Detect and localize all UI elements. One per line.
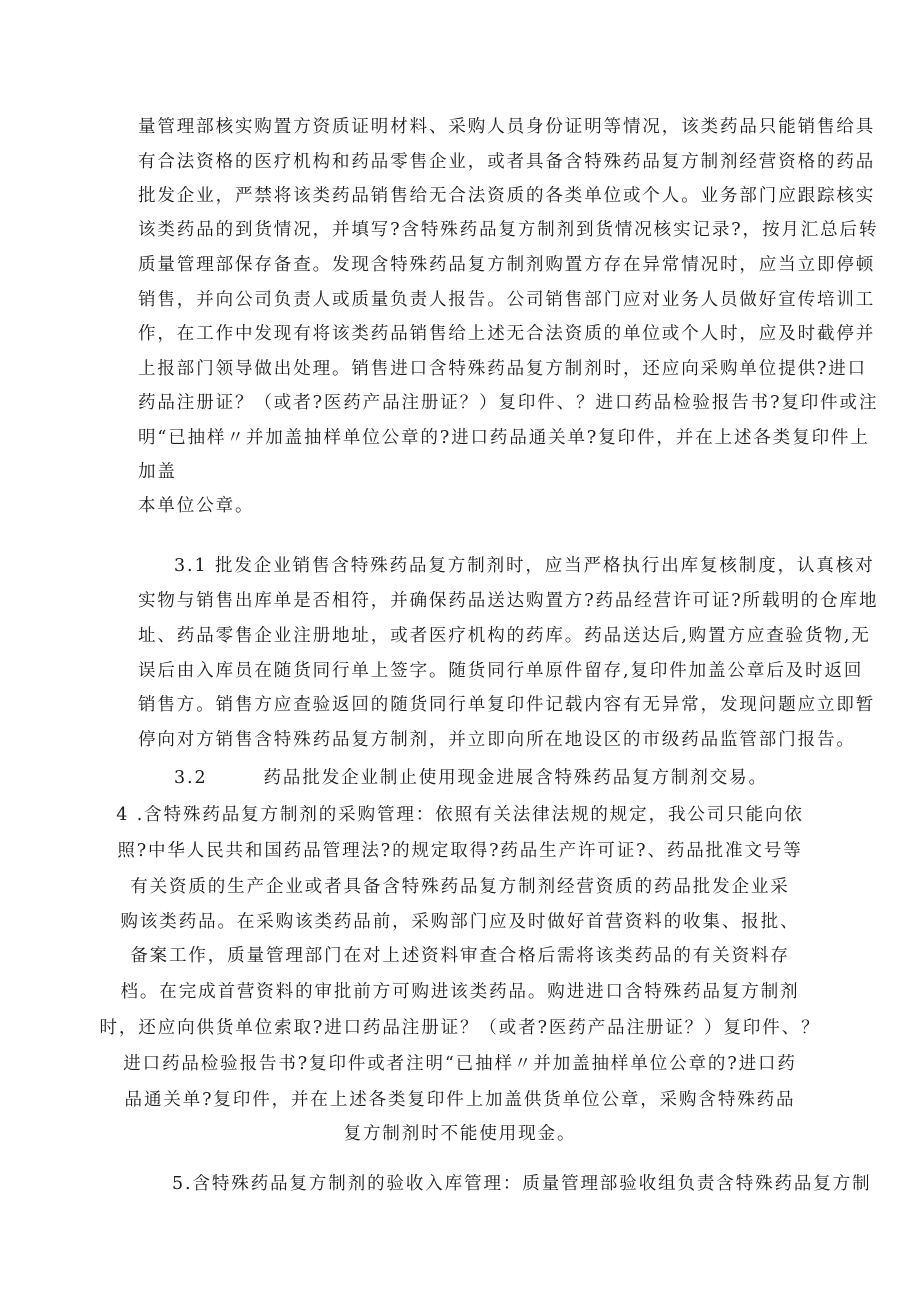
body-text-line: 复方制剂时不能使用现金。 — [343, 1124, 577, 1144]
body-text-line: 误后由入库员在随货同行单上签字。随货同行单原件留存,复印件加盖公章后及时返回 — [138, 661, 864, 681]
body-text-line: 质量管理部保存备查。发现含特殊药品复方制剂购置方存在异常情况时，应当立即停顿 — [138, 255, 876, 275]
body-text-line: 销售，并向公司负责人或质量负责人报告。公司销售部门应对业务人员做好宣传培训工 — [138, 290, 876, 310]
section-3-2-line — [174, 767, 768, 789]
section-5-heading-line: 5.含特殊药品复方制剂的验收入库管理：质量管理部验收组负责含特殊药品复方制 — [172, 1174, 872, 1194]
body-text-line: 有合法资格的医疗机构和药品零售企业，或者具备含特殊药品复方制剂经营资格的药品 — [138, 152, 876, 172]
body-text-line: 进口药品检验报告书?复印件或者注明“已抽样〃并加盖抽样单位公章的?进口药 — [123, 1054, 797, 1074]
body-text-line: 明“已抽样〃并加盖抽样单位公章的?进口药品通关单?复印件，并在上述各类复印件上 — [138, 428, 870, 448]
body-text-line: 实物与销售出库单是否相符，并确保药品送达购置方?药品经营许可证?所载明的仓库地 — [138, 591, 879, 611]
body-text-line: 销售方。销售方应查验返回的随货同行单复印件记载内容有无异常，发现问题应立即暂 — [138, 695, 876, 715]
body-text-line: 药品注册证？（或者?医药产品注册证？）复印件、？进口药品检验报告书?复印件或注 — [138, 393, 879, 413]
body-text-line: 档。在完成首营资料的审批前方可购进该类药品。购进进口含特殊药品复方制剂 — [120, 982, 800, 1002]
body-text-line: 备案工作，质量管理部门在对上述资料审查合格后需将该类药品的有关资料存 — [130, 946, 790, 966]
body-text-line: 有关资质的生产企业或者具备含特殊药品复方制剂经营资质的药品批发企业采 — [130, 877, 790, 897]
body-text-line: 本单位公章。 — [138, 496, 255, 516]
body-text-line: 时，还应向供货单位索取?进口药品注册证？（或者?医药产品注册证？）复印件、？ — [99, 1018, 821, 1038]
body-text-line: 照?中华人民共和国药品管理法?的规定取得?药品生产许可证?、药品批准文号等 — [117, 841, 803, 861]
body-text-line: 该类药品的到货情况，并填写?含特殊药品复方制剂到货情况核实记录?，按月汇总后转 — [138, 220, 879, 240]
section-text: 药品批发企业制止使用现金进展含特殊药品复方制剂交易。 — [263, 768, 768, 788]
body-text-line: 作，在工作中发现有将该类药品销售给上述无合法资质的单位或个人时，应及时截停并 — [138, 324, 876, 344]
body-text-line: 品通关单?复印件，并在上述各类复印件上加盖供货单位公章，采购含特殊药品 — [124, 1090, 796, 1110]
body-text-line: 停向对方销售含特殊药品复方制剂，并立即向所在地设区的市级药品监管部门报告。 — [138, 730, 856, 750]
body-text-line: 购该类药品。在采购该类药品前，采购部门应及时做好首营资料的收集、报批、 — [120, 912, 800, 932]
section-number: 3.2 — [174, 768, 208, 788]
section-4-heading-line: 4 .含特殊药品复方制剂的采购管理：依照有关法律法规的规定，我公司只能向依 — [116, 805, 804, 825]
body-text-line: 加盖 — [138, 462, 177, 482]
section-3-1-first-line: 3.1 批发企业销售含特殊药品复方制剂时，应当严格执行出库复核制度，认真核对 — [174, 556, 875, 576]
body-text-line: 址、药品零售企业注册地址，或者医疗机构的药库。药品送达后,购置方应查验货物,无 — [138, 626, 871, 646]
body-text-line: 量管理部核实购置方资质证明材料、采购人员身份证明等情况，该类药品只能销售给具 — [138, 117, 876, 137]
body-text-line: 上报部门领导做出处理。销售进口含特殊药品复方制剂时，还应向采购单位提供?进口 — [138, 359, 868, 379]
body-text-line: 批发企业，严禁将该类药品销售给无合法资质的各类单位或个人。业务部门应跟踪核实 — [138, 186, 876, 206]
